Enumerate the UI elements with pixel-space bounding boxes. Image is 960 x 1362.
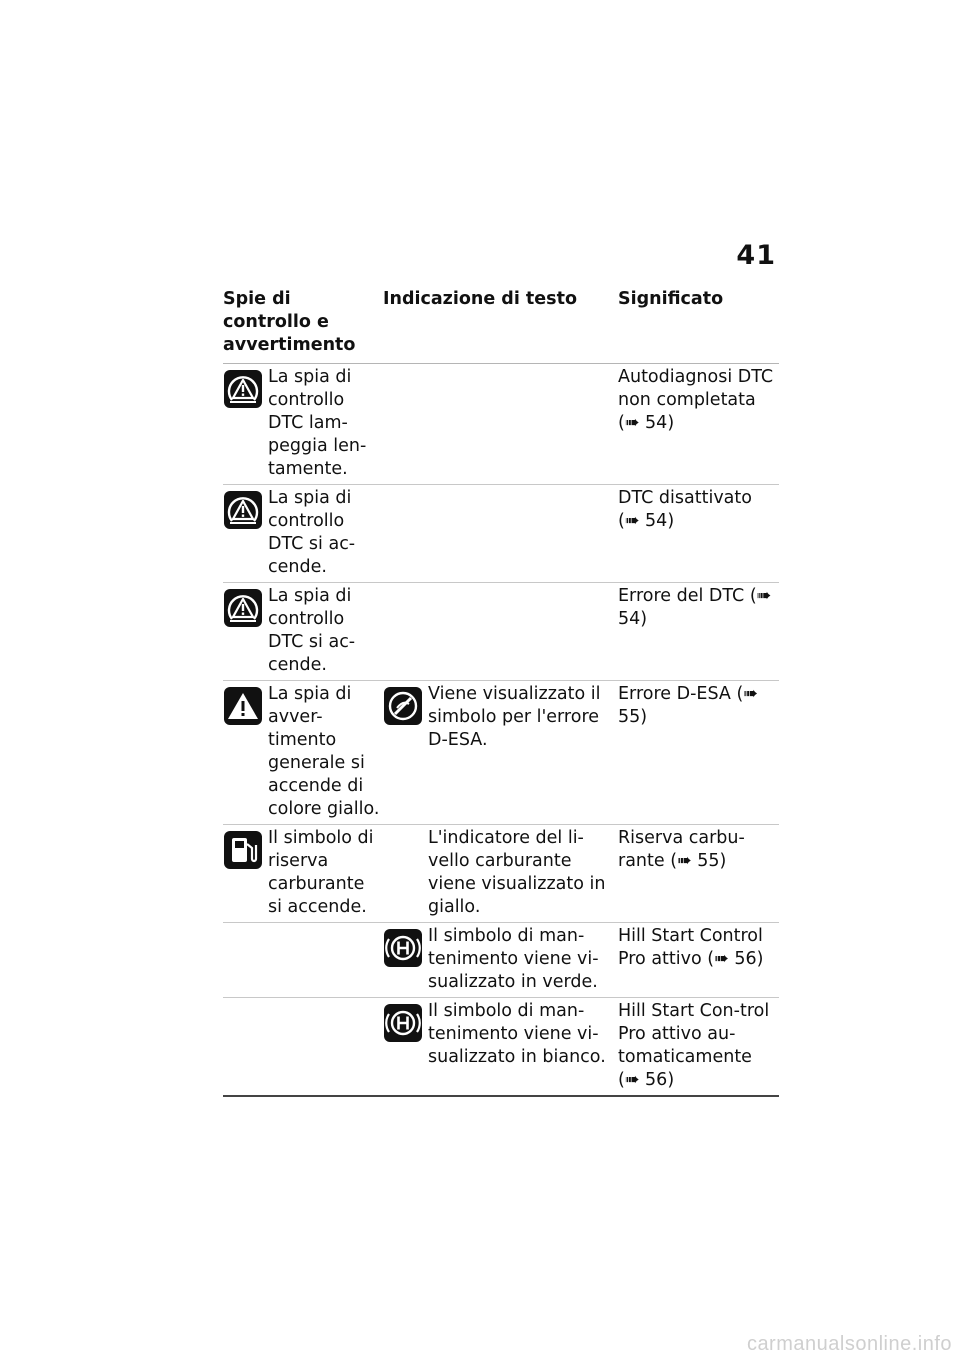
meaning-cell [618,827,779,919]
meaning-description: Hill Start Con-trol Pro attivo au-tomaticamente [618,1001,770,1067]
hill-start-icon [383,1003,423,1043]
text-display-cell [383,487,618,579]
text-display-cell [383,683,618,821]
lamp-cell [223,925,383,994]
lamp-cell [223,585,383,677]
header-meaning: Significato [618,289,724,309]
warning-lamps-table [223,288,779,1097]
table-row [223,681,779,825]
meaning-cell [618,1000,779,1092]
meaning-text-wrap [618,366,775,435]
meaning-description: DTC disattivato [618,488,752,508]
meaning-text-wrap [618,1000,775,1092]
meaning-cell [618,487,779,579]
desa-error-icon [383,686,423,726]
table-row [223,998,779,1097]
lamp-description: La spia di avver-timento generale si accende di colore giallo. [268,684,380,819]
meaning-description: Riserva carbu-rante [618,828,745,871]
lamp-description: La spia di controllo DTC si ac-cende. [268,586,356,675]
text-display-cell [383,1000,618,1092]
lamp-cell [223,1000,383,1092]
text-display-cell [383,585,618,677]
text-display-cell [383,925,618,994]
meaning-cell [618,925,779,994]
meaning-text-wrap [618,585,775,631]
lamp-cell [223,827,383,919]
meaning-text-wrap [618,925,775,971]
lamp-cell [223,487,383,579]
table-row [223,923,779,998]
page-reference-link[interactable]: (➠ 56) [618,1070,675,1090]
dtc-warning-icon [223,369,263,409]
page-reference-link[interactable]: (➠ 55) [670,851,727,871]
lamp-cell [223,366,383,481]
page-number: 41 [736,240,776,271]
meaning-description: Autodiagnosi DTC non completata [618,367,774,410]
meaning-text-wrap [618,827,775,873]
page-reference-link[interactable]: (➠ 54) [618,413,675,433]
meaning-text-wrap [618,683,775,729]
dtc-warning-icon [223,490,263,530]
page-reference-link[interactable]: (➠ 55) [618,684,758,727]
header-lamps: Spie di controllo e avvertimento [223,289,356,355]
text-display-cell [383,827,618,919]
table-row [223,485,779,583]
text-display-description: L'indicatore del li-vello carburante viene visualizzato in giallo. [428,828,606,917]
table-row [223,364,779,485]
hill-start-icon [383,928,423,968]
lamp-description: La spia di controllo DTC lam-peggia len-tamente. [268,367,367,479]
page-reference-link[interactable]: (➠ 54) [618,586,772,629]
lamp-description: Il simbolo di riserva carburante si accende. [268,828,374,917]
fuel-reserve-icon [223,830,263,870]
table-row [223,583,779,681]
dtc-warning-icon [223,588,263,628]
watermark: carmanualsonline.info [746,1333,952,1355]
meaning-text-wrap [618,487,775,533]
page-reference-link[interactable]: (➠ 56) [707,949,764,969]
header-text-display: Indicazione di testo [383,289,577,309]
meaning-description: Errore del DTC [618,586,745,606]
meaning-description: Hill Start Control Pro attivo [618,926,763,969]
text-display-description: Viene visualizzato il simbolo per l'errore D-ESA. [428,684,601,750]
meaning-cell [618,585,779,677]
lamp-cell [223,683,383,821]
lamp-description: La spia di controllo DTC si ac-cende. [268,488,356,577]
general-warning-icon [223,686,263,726]
table-row [223,825,779,923]
meaning-cell [618,366,779,481]
table-header [223,288,779,364]
text-display-description: Il simbolo di man-tenimento viene vi-sualizzato in verde. [428,926,599,992]
text-display-cell [383,366,618,481]
page-reference-link[interactable]: (➠ 54) [618,511,675,531]
text-display-description: Il simbolo di man-tenimento viene vi-sualizzato in bianco. [428,1001,606,1067]
meaning-cell [618,683,779,821]
meaning-description: Errore D-ESA [618,684,731,704]
